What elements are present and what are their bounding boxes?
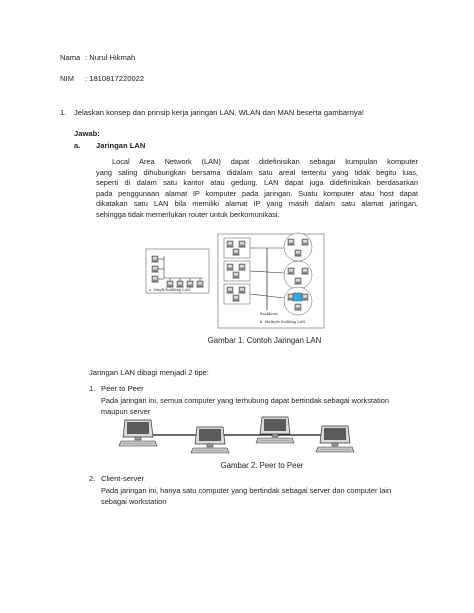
nim-label: NIM [60, 74, 74, 83]
paragraph-line: sehingga tidak memerlukan router untuk berkomunikasi. [96, 209, 280, 219]
figure-label-backbone: Backbone [260, 312, 278, 316]
switch-icon [293, 293, 302, 301]
desc-line: Pada jaringan ini, hanya satu computer yang bertindak sebagai server dan computer lain [101, 486, 392, 495]
paragraph-line: pada penggunaan alamat IP komputer pada jaringan. Suatu komputer atau host dapat [96, 188, 418, 198]
peer-to-peer-figure [115, 415, 355, 460]
figure-label-b: b. Multiple-building LAN [260, 320, 306, 324]
single-building-lan [146, 249, 209, 293]
desc-line: Pada jaringan ini, semua computer yang terhubung dapat bertindak sebagai workstation [101, 396, 390, 405]
type1-number: 1. [89, 384, 96, 393]
question-text: Jelaskan konsep dan prinsip kerja jaringan LAN, WLAN dan MAN beserta gambarnya! [74, 108, 364, 117]
workstation-icon [256, 417, 294, 443]
paragraph-line: seperti di dalam satu kantor atau gedung. LAN dapat juga didefinisikan berdasarkan [96, 178, 418, 188]
paragraph-line: Local Area Network (LAN) dapat didefinisikan sebagai kumpulan komputer [112, 157, 418, 166]
paragraph-line: dikatakan satu LAN bila memiliki alamat IP yang masih dalam satu alamat jaringan, [96, 199, 418, 209]
figure-label-a: a. Single-building LAN [149, 288, 191, 292]
name-label: Nama [60, 53, 81, 62]
figure1-caption: Gambar 1. Contoh Jaringan LAN [207, 336, 322, 345]
type2-title: Client-server [101, 474, 145, 483]
workstation-icon [119, 420, 157, 446]
workstation-icon [316, 426, 354, 452]
type1-title: Peer to Peer [101, 384, 144, 393]
nim-value: : 1810817220022 [85, 74, 145, 83]
name-value: : Nurul Hikmah [85, 53, 136, 62]
desc-line: sebagai workstation [101, 496, 167, 506]
lan-paragraph [96, 157, 418, 221]
paragraph-line: yang saling dihubungkan bersama didalam satu areal tertentu yang tidak begitu luas, [96, 167, 418, 177]
type1-desc [101, 396, 389, 417]
types-intro: Jaringan LAN dibagi menjadi 2 tipe: [89, 368, 209, 377]
type2-number: 2. [89, 474, 96, 483]
question-number: 1. [60, 108, 67, 117]
desc-line: maupun server [101, 406, 151, 416]
workstation-icon [191, 427, 229, 453]
answer-label: Jawab: [74, 129, 100, 138]
lan-diagram-figure [145, 228, 325, 330]
section-title: Jaringan LAN [96, 141, 146, 150]
section-letter: a. [74, 141, 81, 150]
figure2-caption: Gambar 2. Peer to Peer [220, 461, 304, 470]
type2-desc [101, 486, 391, 507]
multiple-building-lan [218, 233, 324, 328]
